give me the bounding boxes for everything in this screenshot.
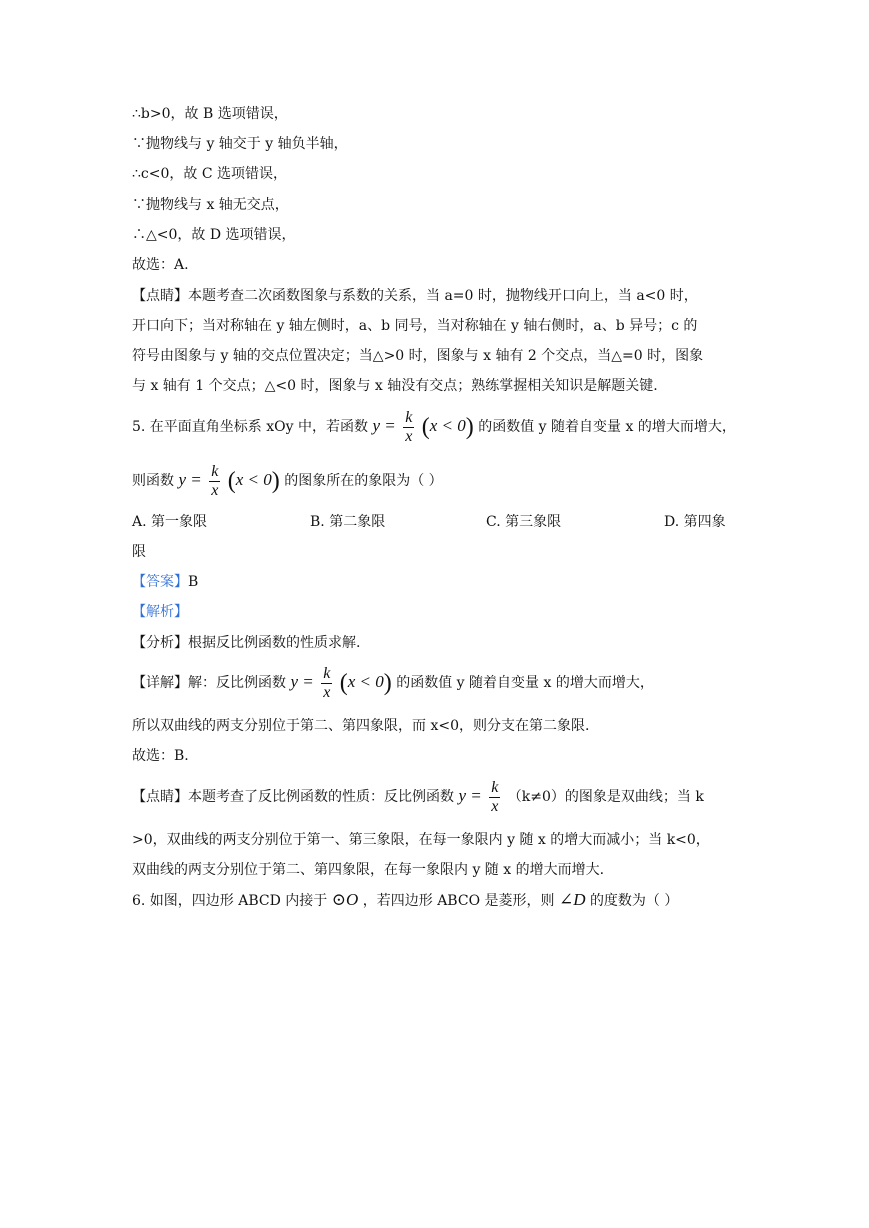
fraction-k-over-x [321,665,332,702]
math-condition: x < 0 [429,416,466,435]
text-line: ∴b>0，故 B 选项错误， [132,106,288,122]
math-condition: x < 0 [235,470,272,489]
numerator: k [323,664,331,682]
math-y-eq: y = [372,416,396,435]
text-line: 【点睛】本题考查二次函数图象与系数的关系，当 a=0 时，抛物线开口向上，当 a<0 时， [132,288,698,304]
numerator: k [491,778,499,796]
math-y-eq: y = [178,470,202,489]
xiangjie-prefix: 【详解】解：反比例函数 [132,675,286,691]
question-6-prefix: 6. 如图，四边形 ABCD 内接于 [132,893,328,909]
question-6-suffix: 的度数为（ ） [589,893,679,909]
dianjing-suffix: （k≠0）的图象是双曲线；当 k [507,789,704,805]
numerator: k [211,462,219,480]
text-line: ∵抛物线与 y 轴交于 y 轴负半轴， [132,136,348,152]
fenxi-line: 【分析】根据反比例函数的性质求解. [132,635,361,651]
question-5-prefix: 5. 在平面直角坐标系 xOy 中，若函数 [132,419,368,435]
fraction-k-over-x [209,463,220,500]
circle-symbol: ⊙O [331,890,359,909]
question-5-line2-prefix: 则函数 [132,473,174,489]
text-line: 开口向下；当对称轴在 y 轴左侧时，a、b 同号，当对称轴在 y 轴右侧时，a、b 异号；c 的 [132,318,698,334]
option-a: A. 第一象限 [132,514,208,530]
question-5-line-2: 则函数 y = $\frac{k}{x}$ (x < 0) 的图象所在的象限为（ ） [132,462,443,499]
math-y-eq: y = [290,672,314,691]
denominator: x [405,427,413,445]
question-6-middle: ，若四边形 ABCO 是菱形，则 [362,893,555,909]
option-c: C. 第三象限 [486,514,562,530]
xiangjie-line: 【详解】解：反比例函数 y = $\frac{k}{x}$ (x < 0) 的函数值 y 随着自变量 x 的增大而增大， [132,664,654,701]
question-5-line: 5. 在平面直角坐标系 xOy 中，若函数 y = $\frac{k}{x}$ (x < 0) 的函数值 y 随着自变量 x 的增大而增大， [132,408,736,445]
dianjing-prefix: 【点睛】本题考查了反比例函数的性质：反比例函数 [132,789,454,805]
text-line: 与 x 轴有 1 个交点；△<0 时，图象与 x 轴没有交点；熟练掌握相关知识是解题关键. [132,378,658,394]
xiangjie-suffix: 的函数值 y 随着自变量 x 的增大而增大， [396,675,654,691]
dianjing-line [132,778,704,816]
math-y-eq: y = [458,786,482,805]
text-line: ∵抛物线与 x 轴无交点， [132,197,289,213]
denominator: x [323,683,331,701]
answer-label: 【答案】 [132,574,188,590]
dianjing-line-2: >0，双曲线的两支分别位于第一、第三象限，在每一象限内 y 随 x 的增大而减小；当 k<0， [132,832,710,848]
fraction-k-over-x [489,779,500,816]
analysis-label: 【解析】 [132,604,188,620]
denominator: x [211,481,219,499]
text-line: 符号由图象与 y 轴的交点位置决定；当△>0 时，图象与 x 轴有 2 个交点，当△=0 时，图象 [132,348,704,364]
choose-line: 故选：B. [132,748,189,764]
numerator: k [405,408,413,426]
math-condition: x < 0 [347,672,384,691]
text-line: ∴c<0，故 C 选项错误， [132,166,287,182]
fraction-k-over-x [403,409,414,446]
question-5-line2-suffix: 的图象所在的象限为（ ） [284,473,443,489]
option-d: D. 第四象 [664,514,726,530]
answer-value: B [188,574,199,590]
denominator: x [491,797,499,815]
dianjing-line-3: 双曲线的两支分别位于第二、第四象限，在每一象限内 y 随 x 的增大而增大. [132,862,605,878]
option-d-wrap: 限 [132,544,146,560]
question-6-line [132,890,678,911]
text-line: 故选：A. [132,257,189,273]
angle-symbol: ∠D [558,890,586,909]
option-b: B. 第二象限 [310,514,386,530]
xiangjie-line-2: 所以双曲线的两支分别位于第二、第四象限，而 x<0，则分支在第二象限. [132,718,590,734]
question-5-suffix: 的函数值 y 随着自变量 x 的增大而增大， [478,419,736,435]
text-line: ∴△<0，故 D 选项错误， [132,227,296,243]
answer-line [132,572,198,592]
